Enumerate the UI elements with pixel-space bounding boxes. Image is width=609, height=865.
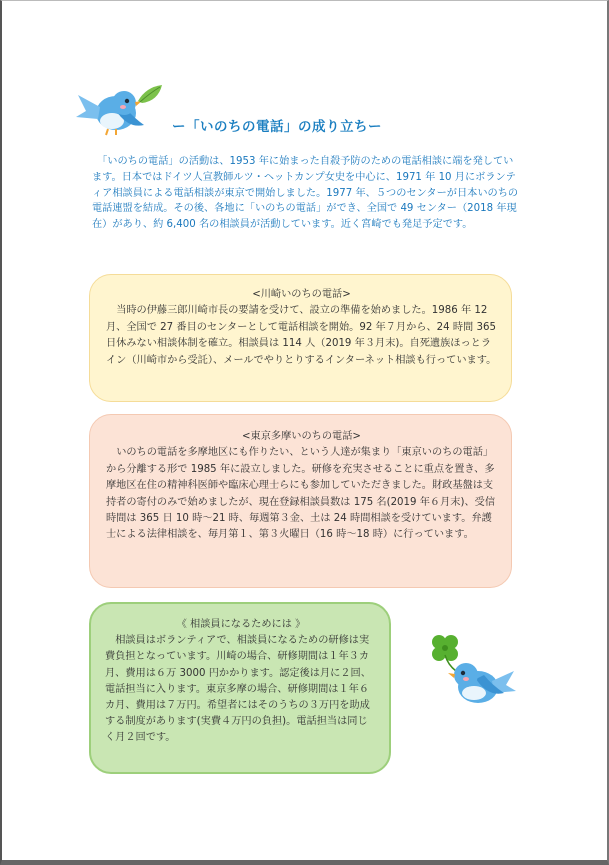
- become-counselor-heading: 《 相談員になるためには 》: [176, 619, 306, 630]
- become-counselor-section: [89, 602, 391, 774]
- tokyo-tama-heading: <東京多摩いのちの電話>: [242, 431, 361, 442]
- intro-paragraph: 「いのちの電話」の活動は、1953 年に始まった自殺予防のための電話相談に端を発しています。日本ではドイツ人宣教師ルツ・ヘットカンプ女史を中心に、1971 年 10 月にボランティア相談員による電話相談が東京で開始しました。1977 年、５つのセンターが日本いのちの電話連盟を結成。その後、各地に「いのちの電話」ができ、全国で 49 センター（2018 年現在）があり、約 6,400 名の相談員が活動しています。近く宮崎でも発足予定です。: [92, 156, 519, 231]
- kawasaki-body: 当時の伊藤三郎川崎市長の要請を受けて、設立の準備を始めました。1986 年 12 月、全国で 27 番目のセンターとして電話相談を開始。92 年７月から、24 時間 365 日休みない相談体制を確立。相談員は 114 人（2019 年３月末)。自死遺族ほっとライン（川崎市から受託）、メールでやりとりするインターネット相談も行っています。: [106, 305, 497, 366]
- kawasaki-section: [89, 274, 512, 402]
- bird-with-leaf-icon: [74, 77, 166, 139]
- become-counselor-body: 相談員はボランティアで、相談員になるための研修は実費負担となっています。川崎の場合、研修期間は１年３カ月、費用は６万 3000 円かかります。認定後は月に２回、電話担当に入ります。東京多摩の場合、研修期間は１年６カ月、費用は７万円。希望者にはそのうちの３万円を助成する制度があります(実費４万円の負担)。電話担当は同じく月２回です。: [105, 635, 371, 744]
- kawasaki-heading: <川崎いのちの電話>: [252, 289, 351, 300]
- tokyo-tama-section: [89, 414, 512, 588]
- page-title: ー「いのちの電話」の成り立ちー: [172, 119, 382, 135]
- bird-with-clover-icon: [426, 627, 518, 711]
- tokyo-tama-body: いのちの電話を多摩地区にも作りたい、という人達が集まり「東京いのちの電話」から分離する形で 1985 年に設立しました。研修を充実させることに重点を置き、多摩地区在住の精神科医師や臨床心理士らにも参加していただきました。財政基盤は支持者の寄付のみで始めましたが、現在登録相談員数は 175 名(2019 年６月末)、受信時間は 365 日 10 時～21 時、毎週第３金、土は 24 時間相談を受けています。弁護士による法律相談を、毎月第１、第３火曜日（16 時～18 時）に行っています。: [106, 447, 496, 541]
